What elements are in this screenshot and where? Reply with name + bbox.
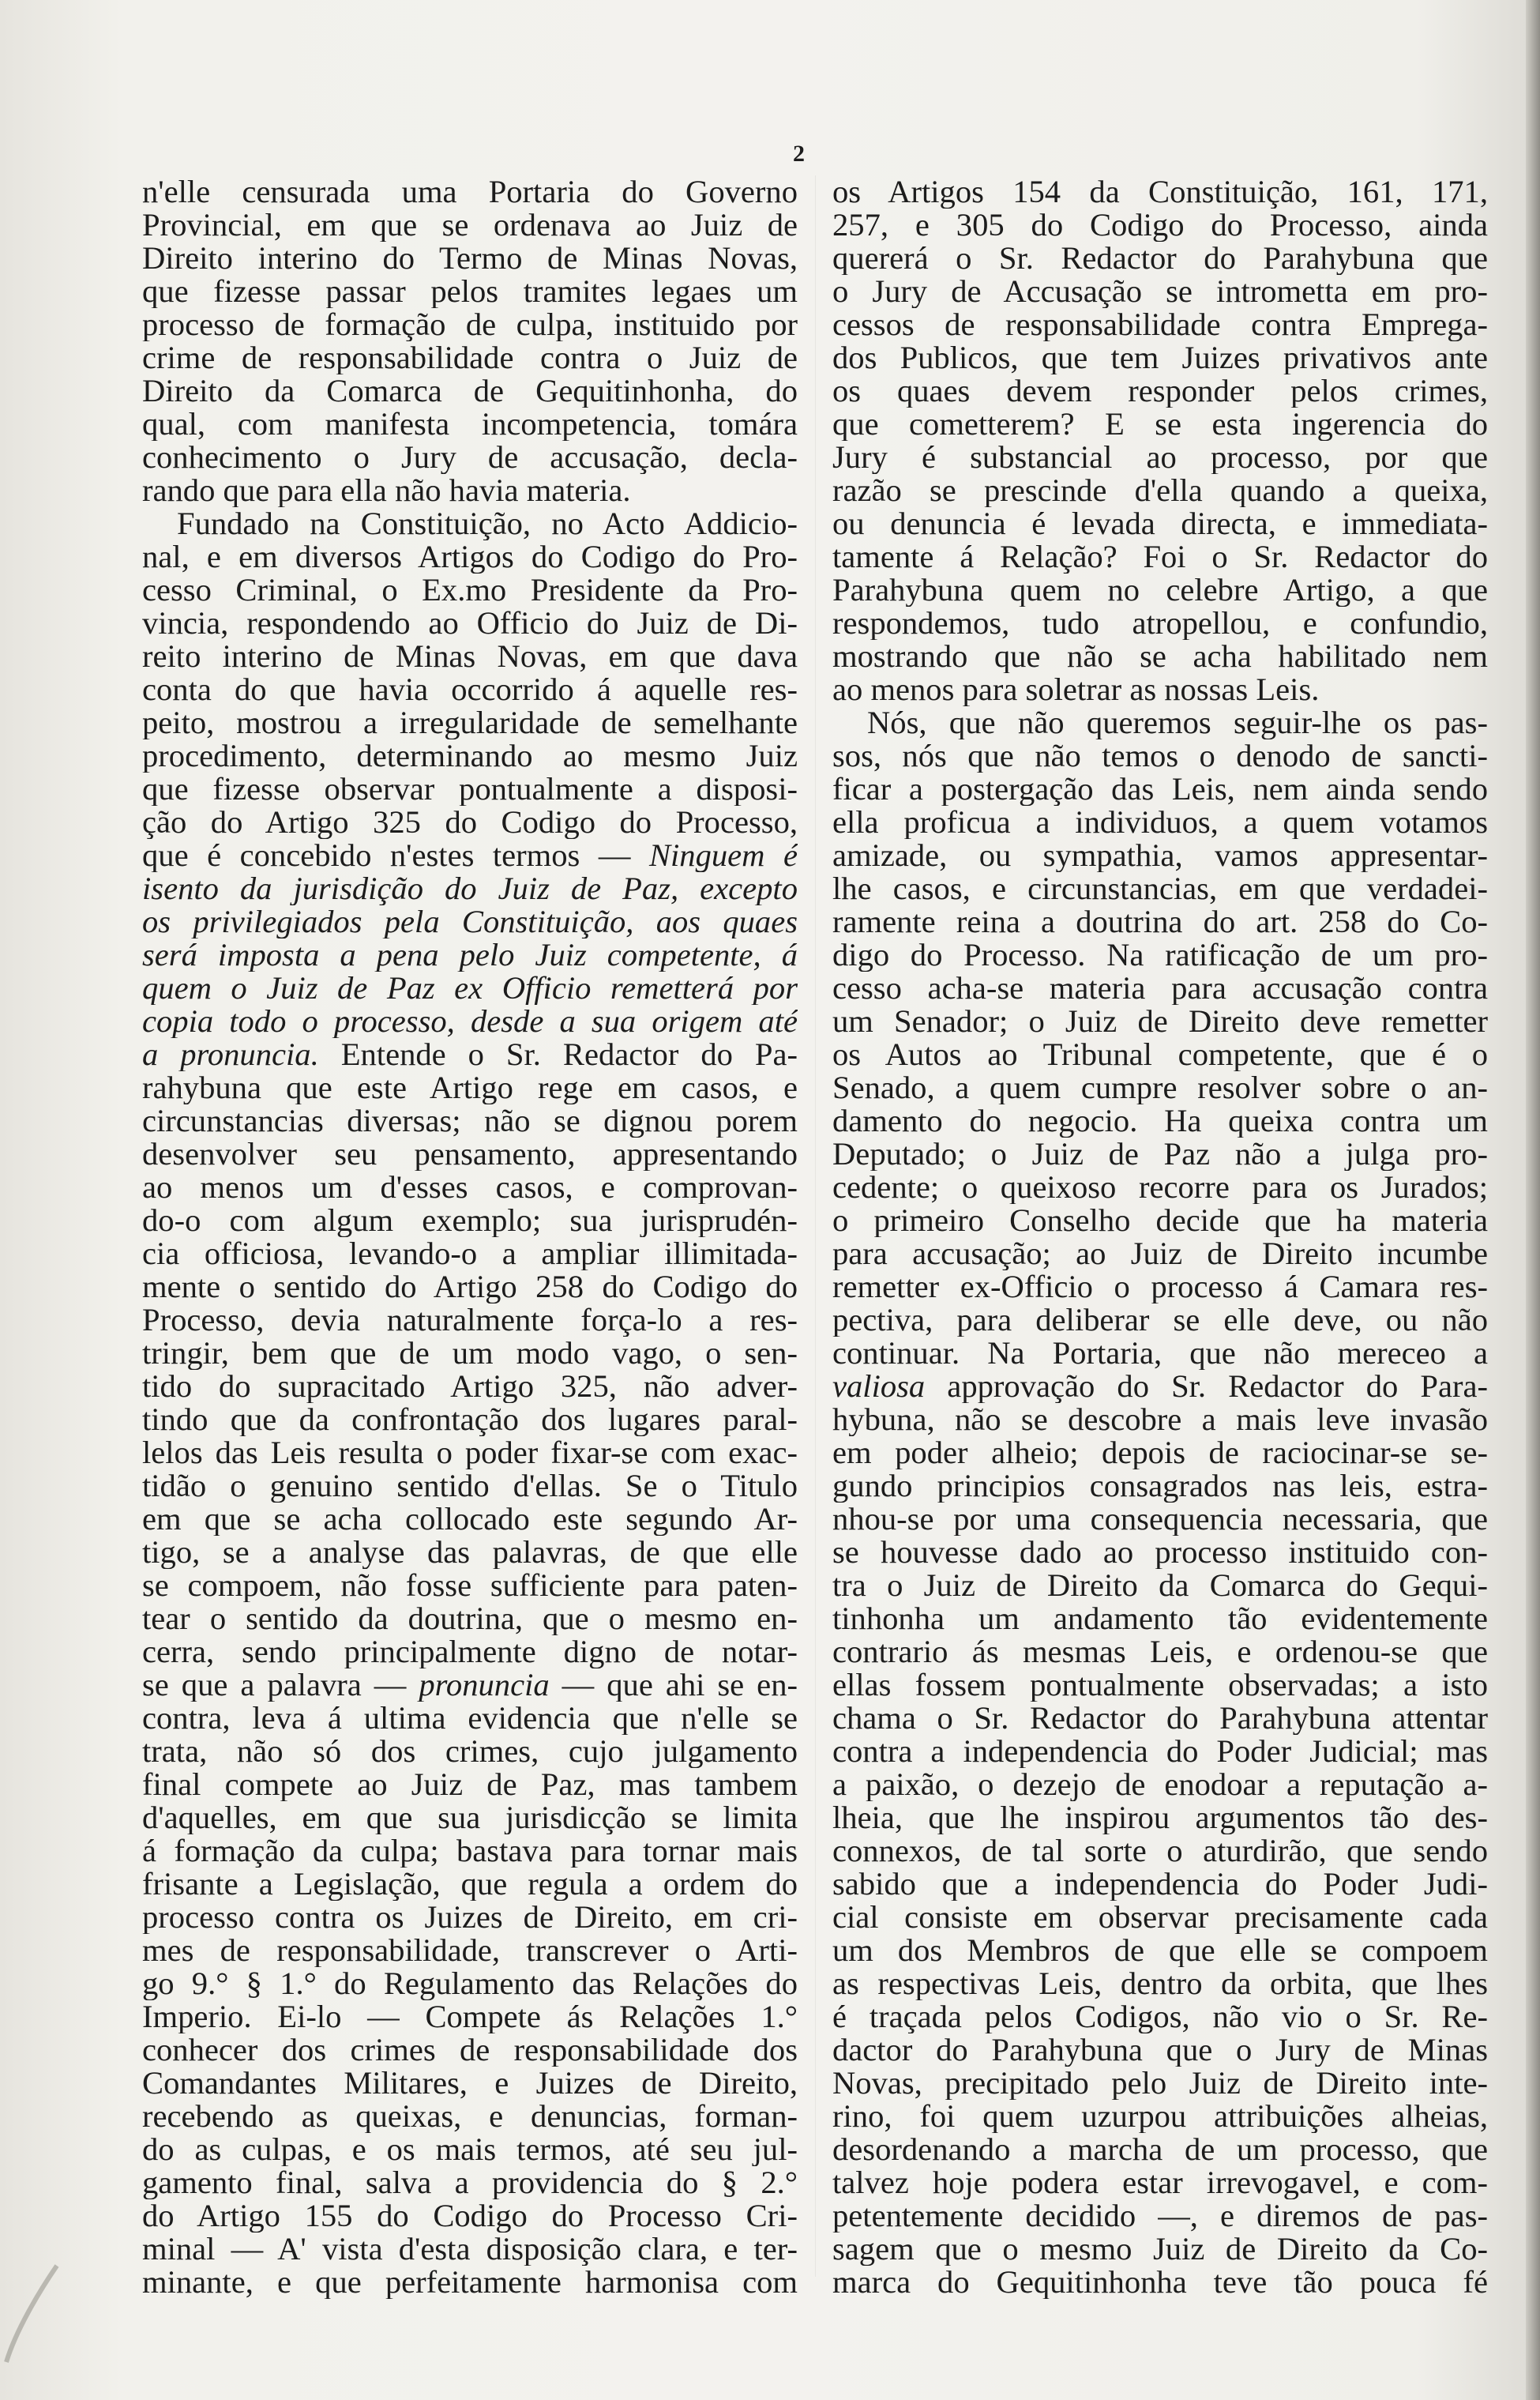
text-line: Processo, devia naturalmente força-lo a res- (142, 1303, 798, 1337)
text-line: Deputado; o Juiz de Paz não a julga pro- (832, 1138, 1488, 1171)
text-line: hybuna, não se descobre a mais leve invasão (832, 1403, 1488, 1436)
text-line: um dos Membros de que elle se compoem (832, 1934, 1488, 1967)
text-line: nal, e em diversos Artigos do Codigo do Pro- (142, 540, 798, 574)
text-line: ao menos um d'esses casos, e comprovan- (142, 1171, 798, 1204)
text-line: trata, não só dos crimes, cujo julgamento (142, 1735, 798, 1768)
text-line: Imperio. Ei-lo — Compete ás Relações 1.° (142, 2000, 798, 2033)
text-line: Parahybuna quem no celebre Artigo, a que (832, 574, 1488, 607)
text-line: lheia, que lhe inspirou argumentos tão des- (832, 1801, 1488, 1834)
text-line: mes de responsabilidade, transcrever o Arti- (142, 1934, 798, 1967)
text-line: ellas fossem pontualmente observadas; a isto (832, 1668, 1488, 1702)
text-line: mente o sentido do Artigo 258 do Codigo do (142, 1270, 798, 1303)
text-line: os quaes devem responder pelos crimes, (832, 374, 1488, 408)
text-line: os Artigos 154 da Constituição, 161, 171, (832, 175, 1488, 209)
text-line: reito interino de Minas Novas, em que dava (142, 640, 798, 673)
text-line: remetter ex-Officio o processo á Camara res- (832, 1270, 1488, 1303)
page-corner-mark (0, 2259, 63, 2370)
text-line: processo de formação de culpa, instituido por (142, 308, 798, 341)
text-line: se que a palavra — pronuncia — que ahi se en- (142, 1668, 798, 1702)
text-line: é traçada pelos Codigos, não vio o Sr. Re- (832, 2000, 1488, 2033)
text-line: ção do Artigo 325 do Codigo do Processo, (142, 806, 798, 839)
text-line: tamente á Relação? Foi o Sr. Redactor do (832, 540, 1488, 574)
text-line: se houvesse dado ao processo instituido con- (832, 1536, 1488, 1569)
text-line: será imposta a pena pelo Juiz competente, á (142, 939, 798, 972)
text-line: lelos das Leis resulta o poder fixar-se com exac- (142, 1436, 798, 1469)
text-line: tidão o genuino sentido d'ellas. Se o Titulo (142, 1469, 798, 1503)
text-line: cessos de responsabilidade contra Emprega- (832, 308, 1488, 341)
text-line: que cometterem? E se esta ingerencia do (832, 408, 1488, 441)
text-line: sabido que a independencia do Poder Judi- (832, 1868, 1488, 1901)
text-line: contrario ás mesmas Leis, e ordenou-se que (832, 1635, 1488, 1668)
page-number: 2 (793, 141, 805, 167)
text-line: gamento final, salva a providencia do § 2.° (142, 2166, 798, 2199)
text-line: chama o Sr. Redactor do Parahybuna attentar (832, 1702, 1488, 1735)
text-line: pectiva, para deliberar se elle deve, ou não (832, 1303, 1488, 1337)
text-line: Novas, precipitado pelo Juiz de Direito inte- (832, 2067, 1488, 2100)
text-line: damento do negocio. Ha queixa contra um (832, 1104, 1488, 1138)
text-line: d'aquelles, em que sua jurisdicção se limita (142, 1801, 798, 1834)
right-text-column (832, 175, 1488, 2299)
text-line: as respectivas Leis, dentro da orbita, que lhes (832, 1967, 1488, 2000)
text-line: 257, e 305 do Codigo do Processo, ainda (832, 209, 1488, 242)
text-line: Fundado na Constituição, no Acto Addicio- (177, 507, 798, 540)
text-line: ramente reina a doutrina do art. 258 do Co- (832, 905, 1488, 939)
text-line: petentemente decidido —, e diremos de pas- (832, 2199, 1488, 2233)
text-line: rando que para ella não havia materia. (142, 474, 631, 507)
text-line: digo do Processo. Na ratificação de um pro- (832, 939, 1488, 972)
text-line: sagem que o mesmo Juiz de Direito da Co- (832, 2233, 1488, 2266)
text-line: desenvolver seu pensamento, appresentando (142, 1138, 798, 1171)
text-line: procedimento, determinando ao mesmo Juiz (142, 739, 798, 773)
text-line: amizade, ou sympathia, vamos appresentar- (832, 839, 1488, 872)
text-line: cial consiste em observar precisamente cada (832, 1901, 1488, 1934)
text-line: o primeiro Conselho decide que ha materia (832, 1204, 1488, 1237)
text-line: tra o Juiz de Direito da Comarca do Gequi- (832, 1569, 1488, 1602)
text-line: minante, e que perfeitamente harmonisa com (142, 2266, 798, 2299)
text-line: tear o sentido da doutrina, que o mesmo en- (142, 1602, 798, 1635)
text-line: do as culpas, e os mais termos, até seu jul- (142, 2133, 798, 2166)
text-line: ella proficua a individuos, a quem votamos (832, 806, 1488, 839)
text-line: conta do que havia occorrido á aquelle res- (142, 673, 798, 706)
text-line: os Autos ao Tribunal competente, que é o (832, 1038, 1488, 1071)
text-line: se compoem, não fosse sufficiente para paten- (142, 1569, 798, 1602)
text-line: cesso Criminal, o Ex.mo Presidente da Pro- (142, 574, 798, 607)
text-line: continuar. Na Portaria, que não mereceo a (832, 1337, 1488, 1370)
text-line: mostrando que não se acha habilitado nem (832, 640, 1488, 673)
text-line: connexos, de tal sorte o aturdirão, que sendo (832, 1834, 1488, 1868)
text-line: em poder alheio; depois de raciocinar-se se- (832, 1436, 1488, 1469)
text-line: dactor do Parahybuna que o Jury de Minas (832, 2033, 1488, 2067)
text-line: go 9.° § 1.° do Regulamento das Relações do (142, 1967, 798, 2000)
text-line: do-o com algum exemplo; sua jurisprudén- (142, 1204, 798, 1237)
text-line: quererá o Sr. Redactor do Parahybuna que (832, 242, 1488, 275)
text-line: cedente; o queixoso recorre para os Jurados; (832, 1171, 1488, 1204)
text-line: nhou-se por uma consequencia necessaria, que (832, 1503, 1488, 1536)
text-line: Direito da Comarca de Gequitinhonha, do (142, 374, 798, 408)
text-line: ou denuncia é levada directa, e immediata- (832, 507, 1488, 540)
text-line: ficar a postergação das Leis, nem ainda sendo (832, 773, 1488, 806)
text-line: sos, nós que não temos o denodo de sancti- (832, 739, 1488, 773)
text-line: contra, leva á ultima evidencia que n'elle se (142, 1702, 798, 1735)
text-line: conhecimento o Jury de accusação, decla- (142, 441, 798, 474)
text-line: minal — A' vista d'esta disposição clara, e ter- (142, 2233, 798, 2266)
text-line: vincia, respondendo ao Officio do Juiz de Di- (142, 607, 798, 640)
text-line: valiosa approvação do Sr. Redactor do Para- (832, 1370, 1488, 1403)
text-line: final compete ao Juiz de Paz, mas tambem (142, 1768, 798, 1801)
column-gutter (815, 175, 816, 2277)
text-line: do Artigo 155 do Codigo do Processo Cri- (142, 2199, 798, 2233)
text-line: que é concebido n'estes termos — Ninguem é (142, 839, 798, 872)
text-line: tringir, bem que de um modo vago, o sen- (142, 1337, 798, 1370)
text-line: Direito interino do Termo de Minas Novas, (142, 242, 798, 275)
text-line: tido do supracitado Artigo 325, não adver- (142, 1370, 798, 1403)
text-line: n'elle censurada uma Portaria do Governo (142, 175, 798, 209)
text-line: qual, com manifesta incompetencia, tomára (142, 408, 798, 441)
text-line: recebendo as queixas, e denuncias, forman- (142, 2100, 798, 2133)
text-line: Comandantes Militares, e Juizes de Direito, (142, 2067, 798, 2100)
text-line: desordenando a marcha de um processo, que (832, 2133, 1488, 2166)
text-line: ao menos para soletrar as nossas Leis. (832, 673, 1320, 706)
page-edge (1526, 0, 1540, 2400)
text-line: um Senador; o Juiz de Direito deve remetter (832, 1005, 1488, 1038)
text-line: cesso acha-se materia para accusação contra (832, 972, 1488, 1005)
bleed-through-header (182, 93, 1485, 141)
text-line: Provincial, em que se ordenava ao Juiz de (142, 209, 798, 242)
text-line: tigo, se a analyse das palavras, de que elle (142, 1536, 798, 1569)
text-line: razão se prescinde d'ella quando a queixa, (832, 474, 1488, 507)
text-line: Jury é substancial ao processo, por que (832, 441, 1488, 474)
text-line: Nós, que não queremos seguir-lhe os pas- (867, 706, 1488, 739)
left-text-column (142, 175, 798, 2299)
text-line: o Jury de Accusação se intrometta em pro- (832, 275, 1488, 308)
text-line: quem o Juiz de Paz ex Officio remetterá por (142, 972, 798, 1005)
text-line: crime de responsabilidade contra o Juiz de (142, 341, 798, 374)
text-line: a pronuncia. Entende o Sr. Redactor do Pa- (142, 1038, 798, 1071)
text-line: rino, foi quem uzurpou attribuições alheias, (832, 2100, 1488, 2133)
text-line: que fizesse observar pontualmente a disposi- (142, 773, 798, 806)
text-line: lhe casos, e circunstancias, em que verdadei- (832, 872, 1488, 905)
text-line: á formação da culpa; bastava para tornar mais (142, 1834, 798, 1868)
text-line: circunstancias diversas; não se dignou porem (142, 1104, 798, 1138)
text-line: marca do Gequitinhonha teve tão pouca fé (832, 2266, 1488, 2299)
text-line: rahybuna que este Artigo rege em casos, e (142, 1071, 798, 1104)
text-line: os privilegiados pela Constituição, aos quaes (142, 905, 798, 939)
text-line: respondemos, tudo atropellou, e confundio, (832, 607, 1488, 640)
text-line: peito, mostrou a irregularidade de semelhante (142, 706, 798, 739)
text-line: que fizesse passar pelos tramites legaes um (142, 275, 798, 308)
text-line: copia todo o processo, desde a sua origem até (142, 1005, 798, 1038)
text-line: talvez hoje podera estar irrevogavel, e com- (832, 2166, 1488, 2199)
text-line: tindo que da confrontação dos lugares paral- (142, 1403, 798, 1436)
text-line: isento da jurisdição do Juiz de Paz, excepto (142, 872, 798, 905)
text-line: para accusação; ao Juiz de Direito incumbe (832, 1237, 1488, 1270)
text-line: processo contra os Juizes de Direito, em cri- (142, 1901, 798, 1934)
text-line: cerra, sendo principalmente digno de notar- (142, 1635, 798, 1668)
text-line: dos Publicos, que tem Juizes privativos ante (832, 341, 1488, 374)
text-line: a paixão, o dezejo de enodoar a reputação a- (832, 1768, 1488, 1801)
text-line: contra a independencia do Poder Judicial; mas (832, 1735, 1488, 1768)
text-line: gundo principios consagrados nas leis, estra- (832, 1469, 1488, 1503)
text-line: frisante a Legislação, que regula a ordem do (142, 1868, 798, 1901)
text-line: cia officiosa, levando-o a ampliar illimitada- (142, 1237, 798, 1270)
text-line: tinhonha um andamento tão evidentemente (832, 1602, 1488, 1635)
text-line: Senado, a quem cumpre resolver sobre o an- (832, 1071, 1488, 1104)
text-line: conhecer dos crimes de responsabilidade dos (142, 2033, 798, 2067)
text-line: em que se acha collocado este segundo Ar- (142, 1503, 798, 1536)
